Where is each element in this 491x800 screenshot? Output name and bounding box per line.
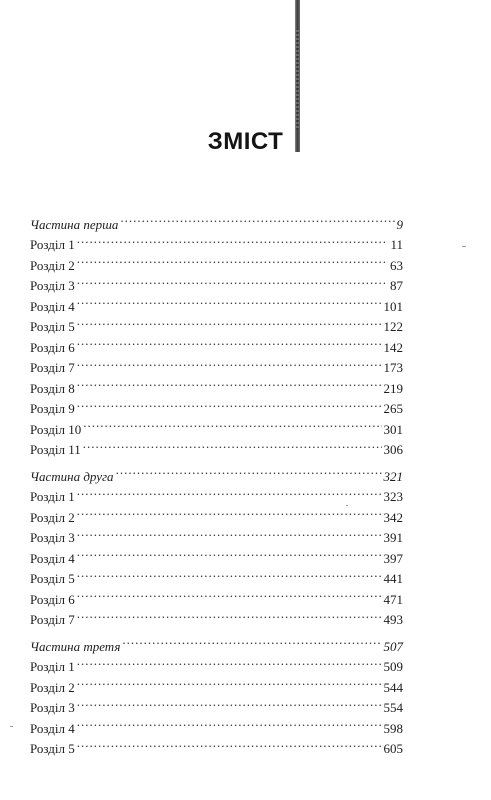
dot-leader: [77, 393, 382, 414]
toc-chapter-label: Розділ 4: [30, 298, 75, 314]
toc-page-number: 342: [383, 509, 403, 525]
toc-chapter[interactable]: [30, 583, 403, 607]
scan-speck: [10, 726, 13, 727]
toc-chapter-label: Розділ 8: [30, 380, 75, 396]
toc-chapter-label: Розділ 1: [30, 237, 75, 252]
toc-page-number: 598: [383, 720, 403, 736]
toc-chapter-label: Розділ 7: [30, 360, 75, 375]
toc-chapter-label: Розділ 3: [30, 700, 75, 715]
page-title: ЗМІСТ: [207, 128, 284, 155]
dot-leader: [77, 311, 382, 332]
dot-leader: [77, 522, 382, 543]
toc-page-number: 306: [383, 442, 403, 457]
dot-leader: [77, 712, 382, 733]
toc-chapter[interactable]: [30, 733, 403, 754]
toc-chapter[interactable]: [30, 249, 403, 273]
toc-part-1[interactable]: [30, 208, 403, 232]
dot-leader: [77, 501, 382, 522]
toc-chapter[interactable]: [30, 290, 403, 314]
toc-page-number: 544: [383, 679, 403, 695]
toc-part-3[interactable]: [30, 630, 403, 654]
toc-page-number: 471: [383, 591, 403, 607]
toc-page-number: 122: [383, 319, 403, 334]
toc-page-number: 11: [390, 237, 403, 252]
toc-page-number: 441: [383, 571, 403, 586]
toc-chapter[interactable]: [30, 413, 403, 437]
scan-speck: [462, 246, 466, 247]
dot-leader: [116, 460, 382, 481]
toc-chapter[interactable]: [30, 331, 403, 355]
toc-chapter[interactable]: [30, 434, 403, 455]
dot-leader: [77, 249, 388, 270]
toc-chapter-label: Розділ 4: [30, 550, 75, 566]
toc-chapter[interactable]: [30, 311, 403, 332]
dot-leader: [77, 563, 382, 584]
toc-part-2[interactable]: [30, 460, 403, 484]
toc-page-number: 142: [383, 339, 403, 355]
toc-page-number: 265: [383, 401, 403, 416]
toc-page-number: 391: [383, 530, 403, 545]
toc-chapter[interactable]: [30, 712, 403, 736]
toc-chapter-label: Розділ 2: [30, 509, 75, 525]
toc-page-number: 493: [383, 612, 403, 627]
scan-speck: [346, 505, 348, 506]
dot-leader: [77, 270, 388, 291]
dot-leader: [83, 434, 382, 455]
toc-chapter-label: Розділ 3: [30, 278, 75, 293]
toc-chapter-label: Розділ 6: [30, 591, 75, 607]
dot-leader: [77, 671, 382, 692]
toc-page-number: 219: [383, 380, 403, 396]
dot-leader: [77, 481, 382, 502]
toc-part-title: Частина третя: [30, 638, 121, 654]
toc-page-number: 509: [383, 659, 403, 674]
dot-leader: [77, 583, 382, 604]
toc-chapter[interactable]: [30, 229, 403, 250]
toc-chapter-label: Розділ 1: [30, 489, 75, 504]
dot-leader: [77, 542, 382, 563]
toc-chapter-label: Розділ 10: [30, 421, 82, 437]
toc-chapter-label: Розділ 4: [30, 720, 75, 736]
toc-chapter[interactable]: [30, 393, 403, 414]
dot-leader: [77, 604, 382, 625]
toc-chapter[interactable]: [30, 481, 403, 502]
dot-leader: [77, 229, 389, 250]
toc-chapter[interactable]: [30, 692, 403, 713]
toc-chapter[interactable]: [30, 671, 403, 695]
dot-leader: [77, 352, 382, 373]
toc-page-number: 101: [383, 298, 403, 314]
toc-chapter-label: Розділ 7: [30, 612, 75, 627]
dot-leader: [77, 290, 382, 311]
dot-leader: [122, 630, 381, 651]
toc-chapter[interactable]: [30, 270, 403, 291]
toc-chapter-label: Розділ 5: [30, 571, 75, 586]
toc-chapter[interactable]: [30, 604, 403, 625]
dot-leader: [120, 208, 394, 229]
table-of-contents: [30, 208, 403, 756]
toc-chapter-label: Розділ 11: [30, 442, 81, 457]
toc-chapter-label: Розділ 9: [30, 401, 75, 416]
toc-chapter[interactable]: [30, 522, 403, 543]
dot-leader: [83, 413, 381, 434]
toc-chapter[interactable]: [30, 542, 403, 566]
toc-chapter[interactable]: [30, 372, 403, 396]
toc-page-number: 397: [383, 550, 403, 566]
toc-page-number: 605: [383, 741, 403, 756]
toc-page-number: 9: [396, 216, 403, 232]
toc-page-number: 507: [383, 638, 403, 654]
toc-chapter[interactable]: [30, 563, 403, 584]
toc-chapter[interactable]: [30, 352, 403, 373]
dot-leader: [77, 331, 382, 352]
dot-leader: [77, 372, 382, 393]
toc-page-number: 63: [390, 257, 403, 273]
toc-chapter-label: Розділ 2: [30, 679, 75, 695]
toc-page-number: 323: [383, 489, 403, 504]
dot-leader: [77, 733, 382, 754]
toc-chapter[interactable]: [30, 651, 403, 672]
dot-leader: [77, 692, 382, 713]
toc-chapter-label: Розділ 3: [30, 530, 75, 545]
toc-part-title: Частина друга: [30, 468, 114, 484]
toc-chapter-label: Розділ 1: [30, 659, 75, 674]
toc-chapter-label: Розділ 5: [30, 319, 75, 334]
dot-leader: [77, 651, 382, 672]
toc-chapter-label: Розділ 2: [30, 257, 75, 273]
toc-page-number: 321: [383, 468, 403, 484]
toc-chapter-label: Розділ 5: [30, 741, 75, 756]
toc-page-number: 301: [383, 421, 403, 437]
toc-page-number: 87: [390, 278, 403, 293]
toc-chapter-label: Розділ 6: [30, 339, 75, 355]
toc-part-title: Частина перша: [30, 216, 119, 232]
toc-page-number: 173: [383, 360, 403, 375]
toc-page-number: 554: [383, 700, 403, 715]
